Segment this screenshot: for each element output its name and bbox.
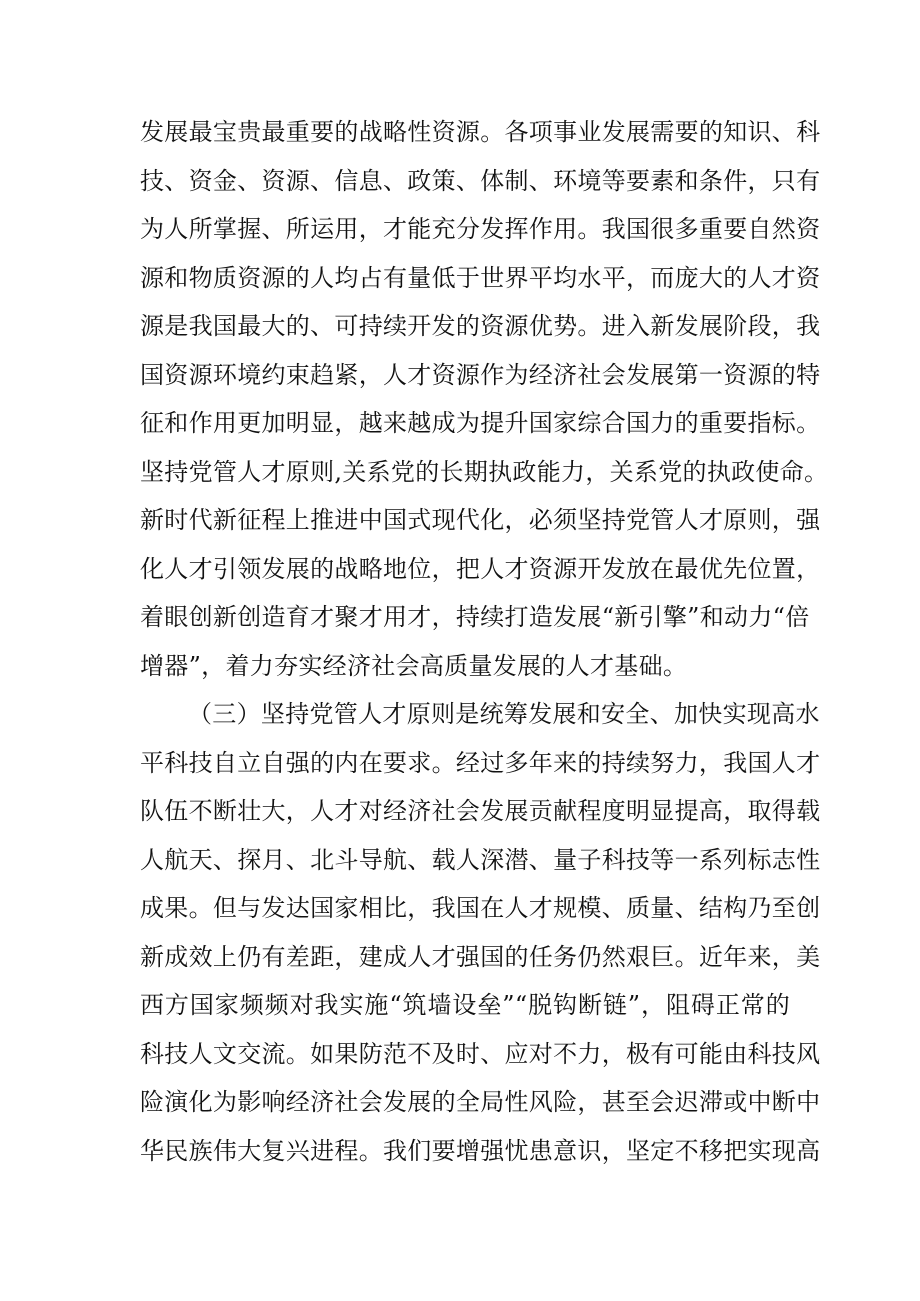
text-line: 平科技自立自强的内在要求。经过多年来的持续努力，我国人才 — [140, 748, 821, 777]
text-line: 源和物质资源的人均占有量低于世界平均水平，而庞大的人才资 — [140, 263, 821, 292]
text-line: 国资源环境约束趋紧，人才资源作为经济社会发展第一资源的特 — [140, 360, 821, 389]
text-line: 科技人文交流。如果防范不及时、应对不力，极有可能由科技风 — [140, 1039, 821, 1068]
text-line: 华民族伟大复兴进程。我们要增强忧患意识，坚定不移把实现高 — [140, 1136, 821, 1165]
text-line: 化人才引领发展的战略地位，把人才资源开发放在最优先位置， — [140, 554, 821, 583]
text-line: 成果。但与发达国家相比，我国在人才规模、质量、结构乃至创 — [140, 894, 821, 922]
text-line: 人航天、探月、北斗导航、载人深潜、量子科技等一系列标志性 — [140, 845, 821, 874]
text-line: 西方国家频频对我实施“筑墙设垒”“脱钩断链”，阻碍正常的 — [140, 991, 790, 1019]
text-line: 发展最宝贵最重要的战略性资源。各项事业发展需要的知识、科 — [140, 118, 821, 146]
text-line: 征和作用更加明显，越来越成为提升国家综合国力的重要指标。 — [140, 409, 821, 437]
text-line: 队伍不断壮大，人才对经济社会发展贡献程度明显提高，取得载 — [140, 797, 821, 825]
text-line: 险演化为影响经济社会发展的全局性风险，甚至会迟滞或中断中 — [140, 1088, 821, 1116]
text-line-paragraph-end: 增器”，着力夯实经济社会高质量发展的人才基础。 — [140, 651, 688, 680]
text-line: 为人所掌握、所运用，才能充分发挥作用。我国很多重要自然资 — [140, 215, 821, 243]
text-line: 坚持党管人才原则,关系党的长期执政能力，关系党的执政使命。 — [140, 457, 829, 486]
text-line: 新成效上仍有差距，建成人才强国的任务仍然艰巨。近年来，美 — [140, 942, 821, 971]
text-line: 源是我国最大的、可持续开发的资源优势。进入新发展阶段，我 — [140, 312, 821, 340]
text-line: 技、资金、资源、信息、政策、体制、环境等要素和条件，只有 — [140, 166, 821, 195]
text-line: 着眼创新创造育才聚才用才，持续打造发展“新引擎”和动力“倍 — [140, 603, 810, 631]
body-text — [140, 108, 829, 1175]
text-line: 新时代新征程上推进中国式现代化，必须坚持党管人才原则，强 — [140, 506, 821, 534]
text-line-paragraph-start: （三）坚持党管人才原则是统筹发展和安全、加快实现高水 — [188, 700, 820, 728]
